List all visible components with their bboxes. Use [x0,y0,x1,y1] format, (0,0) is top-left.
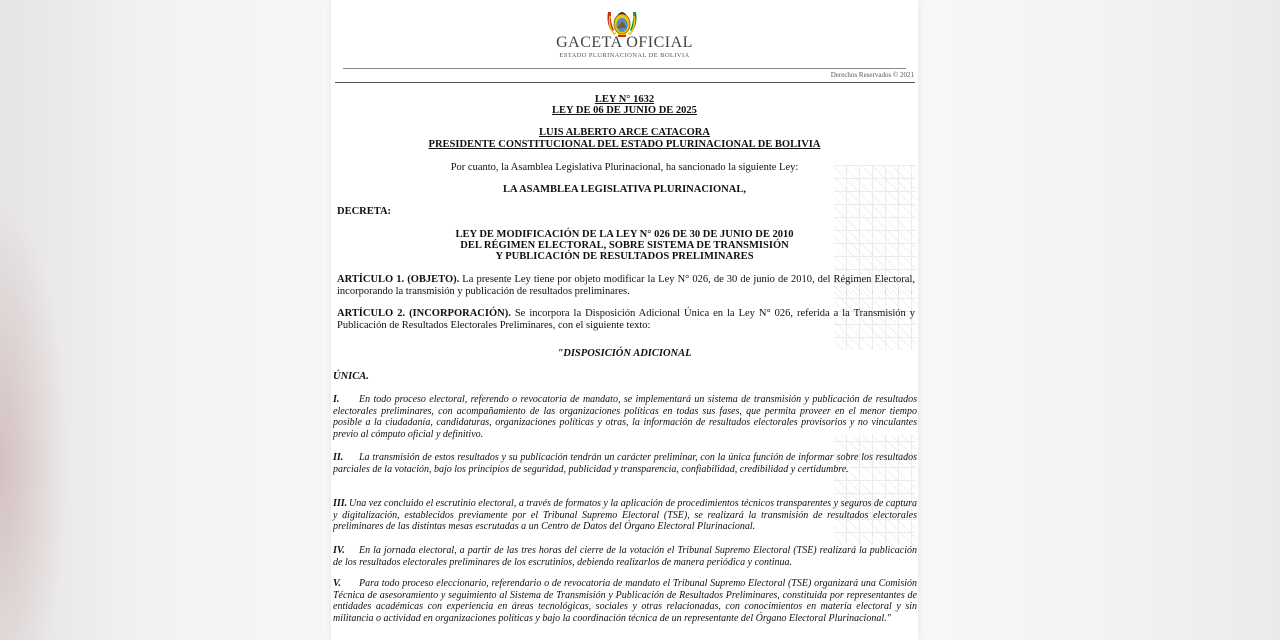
gazette-subtitle: ESTADO PLURINACIONAL DE BOLIVIA [559,52,690,59]
article-2-label: ARTÍCULO 2. (INCORPORACIÓN). [337,308,511,319]
paragraph-number: IV. [333,545,345,556]
article-2 [337,308,915,332]
divider [343,68,906,69]
paragraph-text: La transmisión de estos resultados y su publicación tendrán un carácter preliminar, con la única función de informar sobre los resultados parciales de la votación, bajo los principios de seguridad, publicidad y transparencia, confiabilidad, credibilidad y certidumbre. [333,452,917,475]
president-name: LUIS ALBERTO ARCE CATACORA [539,127,710,138]
assembly-heading: LA ASAMBLEA LEGISLATIVA PLURINACIONAL, [503,184,746,195]
disposicion-paragraph [333,545,917,568]
law-date: LEY DE 06 DE JUNIO DE 2025 [552,105,697,116]
law-title-line: DEL RÉGIMEN ELECTORAL, SOBRE SISTEMA DE TRANSMISIÓN [460,240,789,251]
paragraph-number: II. [333,452,344,463]
background-blur [0,200,70,640]
paragraph-text: Una vez concluido el escrutinio electoral, a través de formatos y la aplicación de procedimientos técnicos transparentes y seguros de captura y digitalización, establecidos previamente por el Tribunal Supremo Electoral (TSE), se realizará la transmisión de resultados electorales preliminares de las distintas mesas escrutadas a un Centro de Datos del Órgano Electoral Plurinacional. [333,498,917,532]
document-page [331,0,918,640]
law-title-line: LEY DE MODIFICACIÓN DE LA LEY N° 026 DE 30 DE JUNIO DE 2010 [455,229,794,240]
article-2-text: Se incorpora la Disposición Adicional Única en la Ley N° 026, referida a la Transmisión y Publicación de Resultados Electorales Preliminares, con el siguiente texto: [337,308,915,331]
law-title-line: Y PUBLICACIÓN DE RESULTADOS PRELIMINARES [495,251,754,262]
gazette-header [331,0,918,79]
por-cuanto: Por cuanto, la Asamblea Legislativa Plurinacional, ha sancionado la siguiente Ley: [450,162,799,173]
disposicion-heading: "DISPOSICIÓN ADICIONAL [557,348,692,359]
disposicion-paragraph [333,498,917,533]
paragraph-text: En la jornada electoral, a partir de las tres horas del cierre de la votación el Tribunal Supremo Electoral (TSE) realizará la publicación de los resultados electorales preliminares de los escrutinios, debiendo realizarlos de manera periódica y continua. [333,545,917,568]
law-number: LEY N° 1632 [594,94,655,105]
president-title: PRESIDENTE CONSTITUCIONAL DEL ESTADO PLURINACIONAL DE BOLIVIA [428,139,821,150]
paragraph-text: En todo proceso electoral, referendo o revocatoria de mandato, se implementará un sistema de transmisión y publicación de resultados electorales preliminares, con acompañamiento de las organizaciones políticas en todas sus fases, que permita proveer en el menor tiempo posible a la ciudadanía, candidaturas, organizaciones políticas y otras, la información de resultados electorales provisorios y no vinculantes previo al cómputo oficial y definitivo. [333,394,917,440]
decreta-heading: DECRETA: [337,206,392,217]
article-1-text: La presente Ley tiene por objeto modificar la Ley N° 026, de 30 de junio de 2010, del Régimen Electoral, incorporando la transmisión y publicación de resultados preliminares. [337,274,915,297]
article-1 [337,274,915,298]
rights-notice: Derechos Reservados © 2021 [830,71,914,79]
paragraph-text: Para todo proceso eleccionario, referendario o de revocatoria de mandato el Tribunal Supremo Electoral (TSE) organizará una Comisión Técnica de asesoramiento y seguimiento al Sistema de Transmisión y Publicación de Resultados Preliminares, constituida por representantes de entidades académicas con experiencia en áreas tecnológicas, sociales y otras relacionadas, con conocimientos en materia electoral y sin militancia o actividad en organizaciones políticas y bajo la coordinación técnica de un representante del Órgano Electoral Plurinacional." [333,578,917,624]
gazette-title: GACETA OFICIAL [556,34,693,51]
disposicion-paragraph [333,578,917,624]
unica-heading: ÚNICA. [333,371,369,382]
paragraph-number: I. [333,394,340,405]
divider [335,82,915,83]
paragraph-number: V. [333,578,341,589]
disposicion-paragraph [333,452,917,475]
paragraph-number: III. [333,498,348,509]
disposicion-paragraph [333,394,917,440]
article-1-label: ARTÍCULO 1. (OBJETO). [337,274,460,285]
